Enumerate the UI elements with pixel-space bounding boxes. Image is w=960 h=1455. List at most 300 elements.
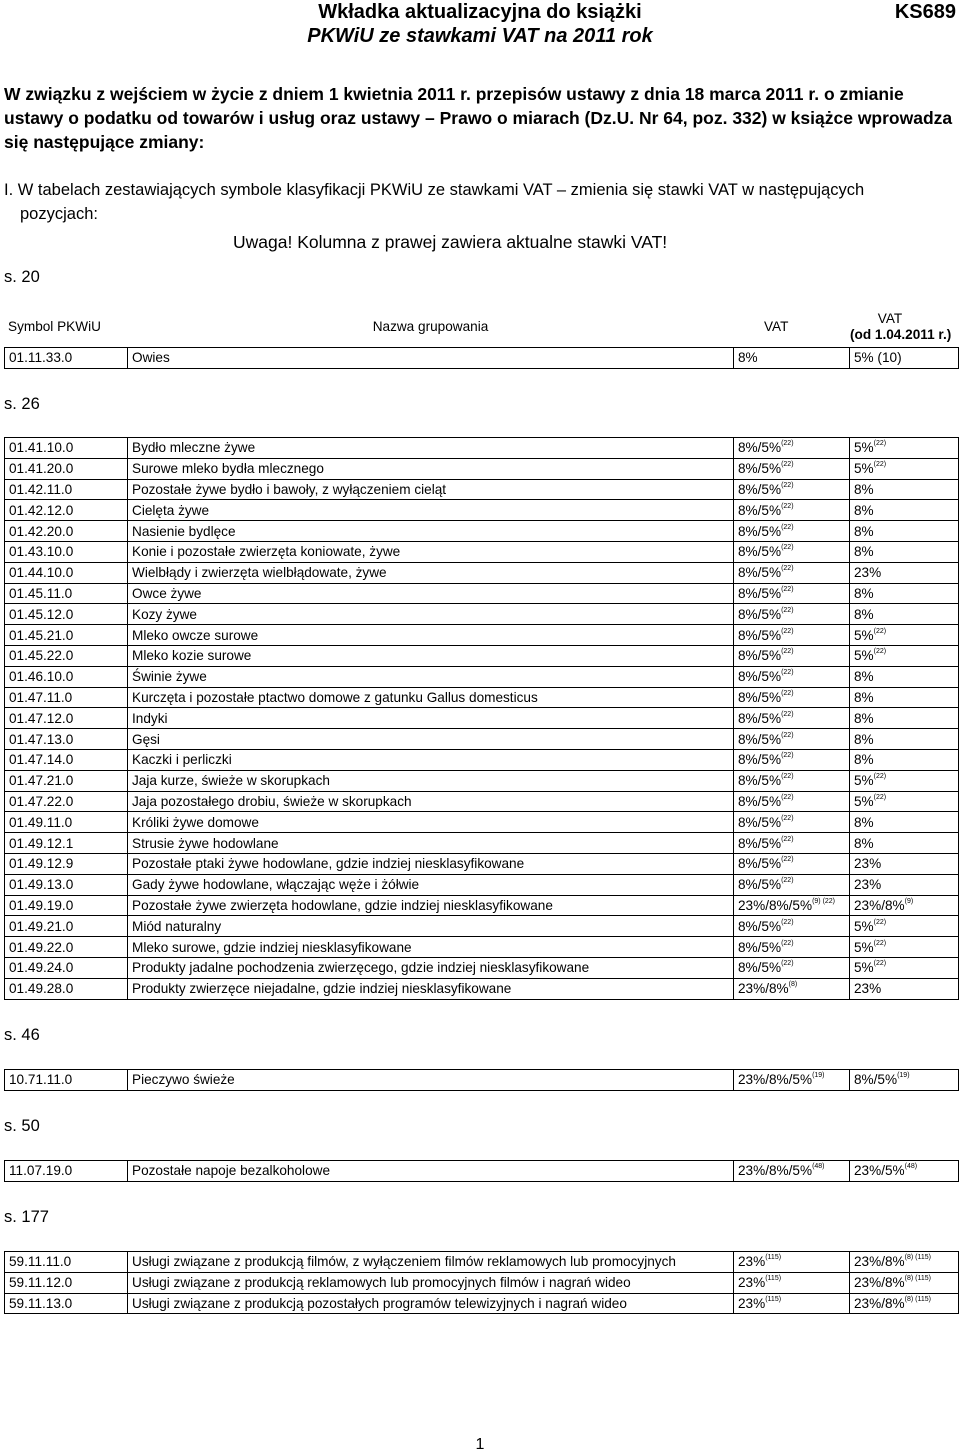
cell-vat-new — [850, 812, 959, 833]
cell-vat-old-text: 23%/8%/5% — [738, 1072, 813, 1088]
cell-vat-old — [734, 625, 850, 646]
cell-name-text: Owce żywe — [132, 585, 202, 601]
cell-vat-old-text: 8%/5% — [738, 856, 782, 872]
cell-vat-old-text: 8%/5% — [738, 710, 782, 726]
cell-vat-old — [734, 1293, 850, 1314]
cell-code-text: 01.49.24.0 — [9, 960, 74, 976]
footnote-ref: (9) (22) — [812, 897, 836, 905]
cell-code — [5, 1070, 128, 1091]
footnote-ref: (115) — [765, 1275, 782, 1283]
cell-vat-old-text: 8%/5% — [738, 689, 782, 705]
cell-vat-old — [734, 812, 850, 833]
footnote-ref: (22) — [781, 565, 794, 573]
cell-vat-new-text: 5% — [854, 440, 874, 456]
table-row — [5, 1252, 959, 1273]
cell-name-text: Pieczywo świeże — [132, 1072, 235, 1088]
cell-vat-new-text: 5% — [854, 627, 874, 643]
cell-vat-old — [734, 687, 850, 708]
cell-vat-old — [734, 1070, 850, 1091]
footnote-ref: (22) — [781, 814, 794, 822]
footnote-ref: (22) — [873, 939, 887, 947]
cell-name — [128, 1161, 734, 1182]
cell-vat-old-text: 8%/5% — [738, 440, 782, 456]
cell-name — [128, 957, 734, 978]
cell-vat-old — [734, 729, 850, 750]
cell-name-text: Jaja kurze, świeże w skorupkach — [132, 773, 330, 789]
cell-vat-new — [850, 645, 959, 666]
cell-vat-old-text: 8%/5% — [738, 544, 782, 560]
cell-name — [128, 348, 734, 369]
footnote-ref: (22) — [781, 918, 794, 926]
cell-vat-new — [850, 500, 959, 521]
cell-vat-new — [850, 749, 959, 770]
cell-vat-new-text: 5% (10) — [854, 350, 902, 366]
section-label: s. 20 — [4, 268, 40, 286]
cell-code-text: 01.47.13.0 — [9, 731, 74, 747]
column-header-vat-new-line1: VAT — [877, 311, 903, 326]
cell-name — [128, 1293, 734, 1314]
cell-name — [128, 833, 734, 854]
table-row — [5, 645, 959, 666]
table-row — [5, 978, 959, 999]
cell-name — [128, 666, 734, 687]
cell-vat-new — [850, 1293, 959, 1314]
cell-vat-old — [734, 541, 850, 562]
cell-name-text: Produkty jadalne pochodzenia zwierzęcego, gdzie indziej niesklasyfikowane — [132, 960, 590, 976]
cell-vat-old-text: 8%/5% — [738, 585, 782, 601]
footnote-ref: (22) — [873, 648, 887, 656]
cell-code-text: 01.49.28.0 — [9, 981, 74, 997]
cell-code — [5, 833, 128, 854]
cell-vat-old — [734, 438, 850, 459]
cell-code-text: 01.49.19.0 — [9, 897, 74, 913]
cell-vat-new — [850, 978, 959, 999]
intro-paragraph: W związku z wejściem w życie z dniem 1 kwietnia 2011 r. przepisów ustawy z dnia 18 marca 2011 r. o zmianie ustawy o podatku od towarów i usług oraz ustawy – Prawo o miarach (Dz.U. Nr 64, poz. 332) w książce wprowadza się następujące zmiany: — [4, 84, 953, 152]
cell-name — [128, 749, 734, 770]
cell-code-text: 01.47.21.0 — [9, 773, 74, 789]
cell-code-text: 01.49.22.0 — [9, 939, 74, 955]
vat-table-s50 — [4, 1160, 959, 1182]
cell-code — [5, 937, 128, 958]
cell-name-text: Bydło mleczne żywe — [132, 440, 256, 456]
cell-vat-old — [734, 645, 850, 666]
cell-vat-new — [850, 957, 959, 978]
cell-name — [128, 500, 734, 521]
cell-name-text: Mleko surowe, gdzie indziej niesklasyfikowane — [132, 939, 412, 955]
cell-code-text: 01.41.10.0 — [9, 440, 74, 456]
footnote-ref: (22) — [781, 544, 794, 552]
cell-code-text: 01.45.21.0 — [9, 627, 74, 643]
cell-vat-old — [734, 604, 850, 625]
vat-table-s20 — [4, 347, 959, 369]
cell-code — [5, 874, 128, 895]
cell-name-text: Nasienie bydlęce — [132, 523, 236, 539]
cell-vat-new-text: 8% — [854, 689, 874, 705]
cell-name-text: Owies — [132, 350, 170, 366]
cell-code-text: 01.49.11.0 — [9, 814, 73, 830]
footnote-ref: (22) — [873, 918, 887, 926]
cell-name — [128, 438, 734, 459]
cell-vat-old — [734, 853, 850, 874]
table-row — [5, 604, 959, 625]
cell-vat-new — [850, 937, 959, 958]
table-row — [5, 708, 959, 729]
cell-name-text: Pozostałe ptaki żywe hodowlane, gdzie indziej niesklasyfikowane — [132, 856, 525, 872]
cell-code — [5, 541, 128, 562]
cell-vat-old-text: 8%/5% — [738, 502, 782, 518]
cell-name-text: Usługi związane z produkcją reklamowych lub promocyjnych filmów i nagrań wideo — [132, 1275, 631, 1291]
cell-code — [5, 604, 128, 625]
cell-code — [5, 729, 128, 750]
cell-vat-new — [850, 562, 959, 583]
cell-vat-old — [734, 937, 850, 958]
cell-code — [5, 1161, 128, 1182]
table-row — [5, 521, 959, 542]
cell-name — [128, 1070, 734, 1091]
cell-vat-new — [850, 1161, 959, 1182]
table-body — [5, 1161, 959, 1182]
cell-vat-old-text: 23% — [738, 1295, 766, 1311]
cell-code-text: 01.42.12.0 — [9, 502, 74, 518]
cell-vat-old-text: 8% — [738, 350, 758, 366]
cell-code-text: 01.43.10.0 — [9, 544, 74, 560]
cell-code-text: 10.71.11.0 — [9, 1072, 73, 1088]
section-heading-line2: pozycjach: — [20, 205, 98, 223]
footnote-ref: (22) — [781, 856, 794, 864]
table-row — [5, 791, 959, 812]
cell-vat-new-text: 8% — [854, 523, 874, 539]
cell-vat-old-text: 23%/8%/5% — [738, 1163, 813, 1179]
table-row — [5, 583, 959, 604]
cell-code-text: 59.11.11.0 — [9, 1254, 72, 1270]
cell-vat-old-text: 8%/5% — [738, 877, 782, 893]
cell-vat-new — [850, 708, 959, 729]
cell-vat-old — [734, 895, 850, 916]
cell-name-text: Kaczki i perliczki — [132, 752, 232, 768]
cell-code — [5, 770, 128, 791]
section-label: s. 46 — [4, 1026, 40, 1044]
table-row — [5, 957, 959, 978]
cell-vat-new-text: 8% — [854, 502, 874, 518]
cell-vat-old-text: 8%/5% — [738, 731, 782, 747]
table-row — [5, 1070, 959, 1091]
column-header-symbol: Symbol PKWiU — [8, 319, 101, 334]
footnote-ref: (19) — [897, 1072, 910, 1080]
footnote-ref: (22) — [781, 585, 794, 593]
cell-name-text: Mleko owcze surowe — [132, 627, 259, 643]
cell-code-text: 01.41.20.0 — [9, 461, 74, 477]
cell-vat-old — [734, 666, 850, 687]
cell-vat-new — [850, 666, 959, 687]
cell-vat-old — [734, 978, 850, 999]
document-title: Wkładka aktualizacyjna do książki — [318, 1, 642, 23]
footnote-ref: (22) — [781, 835, 794, 843]
cell-vat-new-text: 8% — [854, 481, 874, 497]
cell-vat-new — [850, 521, 959, 542]
cell-vat-old-text: 23%/8% — [738, 981, 789, 997]
vat-table-s26 — [4, 437, 959, 1000]
footnote-ref: (22) — [781, 960, 794, 968]
footnote-ref: (22) — [873, 627, 887, 635]
cell-name — [128, 458, 734, 479]
footnote-ref: (8) — [788, 981, 798, 989]
vat-table-header — [4, 311, 954, 343]
cell-vat-new — [850, 625, 959, 646]
cell-vat-new-text: 8% — [854, 835, 874, 851]
footnote-ref: (22) — [781, 481, 794, 489]
footnote-ref: (22) — [781, 731, 794, 739]
cell-vat-old-text: 8%/5% — [738, 814, 782, 830]
cell-code-text: 01.47.11.0 — [9, 689, 73, 705]
cell-name — [128, 978, 734, 999]
column-header-vat-new — [846, 311, 954, 343]
cell-vat-new — [850, 687, 959, 708]
table-row — [5, 749, 959, 770]
cell-vat-new — [850, 1252, 959, 1273]
table-body — [5, 1252, 959, 1314]
cell-vat-new-text: 8% — [854, 710, 874, 726]
cell-name — [128, 521, 734, 542]
cell-vat-new — [850, 604, 959, 625]
cell-vat-new-text: 5% — [854, 918, 874, 934]
cell-name-text: Kurczęta i pozostałe ptactwo domowe z gatunku Gallus domesticus — [132, 689, 538, 705]
cell-vat-old-text: 8%/5% — [738, 752, 782, 768]
cell-code — [5, 749, 128, 770]
table-row — [5, 770, 959, 791]
cell-name — [128, 937, 734, 958]
cell-vat-new — [850, 541, 959, 562]
cell-vat-new — [850, 853, 959, 874]
cell-vat-old — [734, 500, 850, 521]
cell-code-text: 01.47.14.0 — [9, 752, 74, 768]
table-row — [5, 479, 959, 500]
cell-code-text: 01.45.22.0 — [9, 648, 74, 664]
notice-text: Uwaga! Kolumna z prawej zawiera aktualne stawki VAT! — [233, 232, 668, 252]
cell-name — [128, 729, 734, 750]
cell-code — [5, 1272, 128, 1293]
cell-vat-old-text: 8%/5% — [738, 461, 782, 477]
cell-vat-old — [734, 770, 850, 791]
cell-vat-new-text: 8% — [854, 585, 874, 601]
cell-code-text: 01.49.13.0 — [9, 877, 74, 893]
cell-code — [5, 500, 128, 521]
cell-vat-old-text: 8%/5% — [738, 793, 782, 809]
footnote-ref: (22) — [781, 502, 794, 510]
footnote-ref: (22) — [781, 461, 794, 469]
cell-vat-new — [850, 348, 959, 369]
cell-code — [5, 1293, 128, 1314]
footnote-ref: (22) — [781, 793, 794, 801]
cell-vat-new-text: 8% — [854, 752, 874, 768]
cell-name — [128, 812, 734, 833]
table-row — [5, 1293, 959, 1314]
section-label: s. 50 — [4, 1117, 40, 1135]
footnote-ref: (9) — [904, 897, 914, 905]
table-row — [5, 500, 959, 521]
cell-vat-old-text: 8%/5% — [738, 606, 782, 622]
cell-code-text: 01.42.11.0 — [9, 481, 73, 497]
cell-name — [128, 562, 734, 583]
footnote-ref: (22) — [781, 752, 794, 760]
cell-name — [128, 604, 734, 625]
footnote-ref: (8) (115) — [904, 1275, 931, 1283]
cell-vat-old-text: 8%/5% — [738, 773, 782, 789]
vat-table-s46 — [4, 1069, 959, 1091]
footnote-ref: (22) — [873, 461, 887, 469]
document-code: KS689 — [894, 1, 956, 23]
cell-vat-old — [734, 1161, 850, 1182]
cell-vat-new — [850, 895, 959, 916]
cell-vat-old-text: 8%/5% — [738, 835, 782, 851]
cell-vat-old-text: 8%/5% — [738, 939, 782, 955]
table-row — [5, 348, 959, 369]
footnote-ref: (8) (115) — [904, 1254, 931, 1262]
table-row — [5, 833, 959, 854]
cell-vat-new — [850, 729, 959, 750]
cell-code-text: 01.46.10.0 — [9, 669, 74, 685]
section-heading — [4, 178, 956, 226]
footnote-ref: (22) — [781, 627, 794, 635]
footnote-ref: (48) — [904, 1163, 918, 1171]
cell-name-text: Pozostałe żywe zwierzęta hodowlane, gdzie indziej niesklasyfikowane — [132, 897, 553, 913]
cell-code-text: 01.11.33.0 — [9, 350, 73, 366]
cell-code-text: 01.45.11.0 — [9, 585, 73, 601]
cell-vat-new — [850, 916, 959, 937]
cell-vat-old — [734, 749, 850, 770]
cell-vat-new-text: 8% — [854, 669, 874, 685]
column-header-vat: VAT — [764, 319, 789, 334]
footnote-ref: (22) — [781, 939, 794, 947]
cell-vat-new-text: 23% — [854, 877, 882, 893]
footnote-ref: (19) — [812, 1072, 825, 1080]
cell-vat-new — [850, 770, 959, 791]
cell-vat-new — [850, 833, 959, 854]
table-row — [5, 729, 959, 750]
table-row — [5, 1272, 959, 1293]
cell-code-text: 59.11.12.0 — [9, 1275, 73, 1291]
cell-vat-old-text: 8%/5% — [738, 669, 782, 685]
cell-code — [5, 645, 128, 666]
cell-name-text: Indyki — [132, 710, 168, 726]
table-row — [5, 812, 959, 833]
cell-code — [5, 625, 128, 646]
cell-vat-old — [734, 1272, 850, 1293]
section-heading-line1: I. W tabelach zestawiających symbole klasyfikacji PKWiU ze stawkami VAT – zmienia się stawki VAT w następujących — [4, 181, 865, 199]
cell-name — [128, 1272, 734, 1293]
cell-vat-old — [734, 957, 850, 978]
cell-vat-new-text: 23%/8% — [854, 1295, 905, 1311]
cell-code — [5, 791, 128, 812]
cell-vat-old-text: 8%/5% — [738, 565, 782, 581]
cell-name-text: Jaja pozostałego drobiu, świeże w skorupkach — [132, 793, 412, 809]
table-row — [5, 895, 959, 916]
footnote-ref: (22) — [781, 710, 794, 718]
footnote-ref: (115) — [765, 1254, 782, 1262]
cell-name — [128, 479, 734, 500]
cell-vat-old — [734, 1252, 850, 1273]
footnote-ref: (22) — [873, 793, 887, 801]
table-row — [5, 625, 959, 646]
cell-code-text: 01.49.12.9 — [9, 856, 74, 872]
cell-code-text: 01.47.12.0 — [9, 710, 74, 726]
cell-vat-new-text: 5% — [854, 939, 874, 955]
cell-code — [5, 348, 128, 369]
cell-vat-new-text: 8% — [854, 731, 874, 747]
table-row — [5, 562, 959, 583]
cell-code-text: 11.07.19.0 — [9, 1163, 73, 1179]
cell-vat-old-text: 8%/5% — [738, 960, 782, 976]
document-subtitle: PKWiU ze stawkami VAT na 2011 rok — [307, 25, 653, 47]
cell-name — [128, 541, 734, 562]
table-row — [5, 937, 959, 958]
footnote-ref: (115) — [765, 1295, 782, 1303]
cell-name-text: Kozy żywe — [132, 606, 197, 622]
cell-vat-old — [734, 458, 850, 479]
cell-vat-new — [850, 583, 959, 604]
table-row — [5, 853, 959, 874]
footnote-ref: (22) — [781, 689, 794, 697]
cell-name-text: Miód naturalny — [132, 918, 222, 934]
cell-vat-new-text: 8%/5% — [854, 1072, 898, 1088]
cell-name — [128, 916, 734, 937]
cell-name-text: Króliki żywe domowe — [132, 814, 259, 830]
footnote-ref: (22) — [781, 773, 794, 781]
cell-code-text: 01.44.10.0 — [9, 565, 74, 581]
table-row — [5, 438, 959, 459]
cell-name — [128, 853, 734, 874]
column-header-name: Nazwa grupowania — [372, 319, 489, 334]
cell-vat-new-text: 23% — [854, 856, 882, 872]
cell-name-text: Wielbłądy i zwierzęta wielbłądowate, żywe — [132, 565, 387, 581]
cell-name — [128, 874, 734, 895]
cell-code — [5, 708, 128, 729]
table-row — [5, 541, 959, 562]
cell-vat-old-text: 8%/5% — [738, 918, 782, 934]
cell-code — [5, 479, 128, 500]
cell-vat-old-text: 8%/5% — [738, 627, 782, 643]
footnote-ref: (22) — [781, 523, 794, 531]
cell-code-text: 01.45.12.0 — [9, 606, 74, 622]
cell-code — [5, 687, 128, 708]
cell-name-text: Świnie żywe — [132, 669, 207, 685]
cell-code — [5, 978, 128, 999]
cell-vat-old — [734, 708, 850, 729]
cell-name-text: Gady żywe hodowlane, włączając węże i żółwie — [132, 877, 420, 893]
cell-name — [128, 770, 734, 791]
footnote-ref: (22) — [781, 669, 794, 677]
cell-code — [5, 521, 128, 542]
cell-code — [5, 583, 128, 604]
cell-vat-new-text: 23%/5% — [854, 1163, 905, 1179]
cell-vat-old — [734, 916, 850, 937]
cell-vat-new — [850, 874, 959, 895]
cell-code-text: 01.49.12.1 — [9, 835, 74, 851]
footnote-ref: (8) (115) — [904, 1295, 931, 1303]
cell-vat-new-text: 8% — [854, 814, 874, 830]
cell-vat-new-text: 5% — [854, 960, 874, 976]
cell-name-text: Usługi związane z produkcją filmów, z wyłączeniem filmów reklamowych lub promocyjnych — [132, 1254, 676, 1270]
cell-vat-new-text: 5% — [854, 773, 874, 789]
cell-vat-old — [734, 562, 850, 583]
cell-name-text: Produkty zwierzęce niejadalne, gdzie indziej niesklasyfikowane — [132, 981, 512, 997]
cell-vat-new-text: 23% — [854, 981, 882, 997]
cell-name-text: Cielęta żywe — [132, 502, 210, 518]
cell-code — [5, 1252, 128, 1273]
cell-vat-old — [734, 791, 850, 812]
table-row — [5, 1161, 959, 1182]
table-body — [5, 438, 959, 1000]
cell-vat-old-text: 8%/5% — [738, 648, 782, 664]
